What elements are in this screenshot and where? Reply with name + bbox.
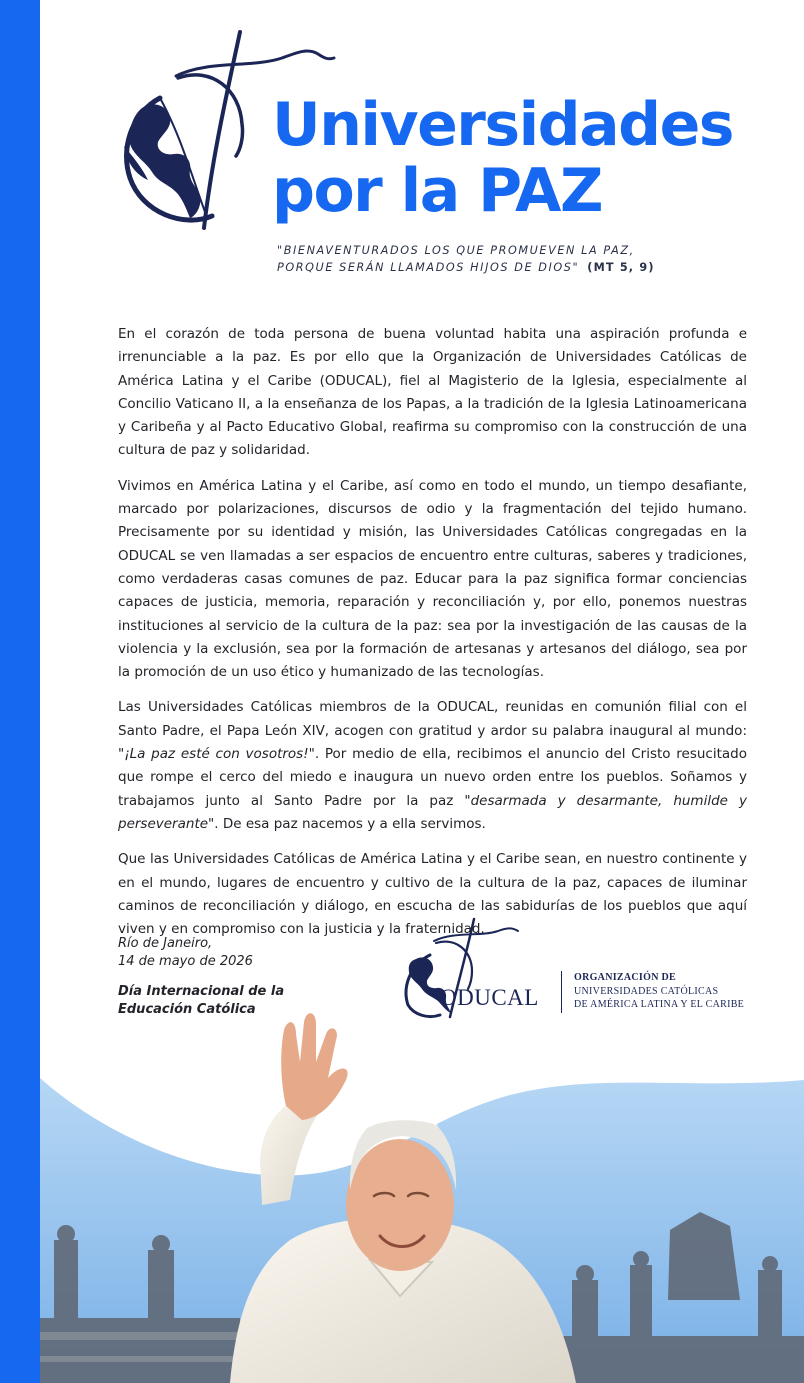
occasion-line-2: Educación Católica <box>118 1002 256 1017</box>
bible-quote <box>277 242 655 276</box>
page-title <box>272 92 733 224</box>
oducal-wordmark: ODUCAL <box>440 985 539 1010</box>
quote-line-1: "BIENAVENTURADOS LOS QUE PROMUEVEN LA PAZ, <box>277 244 635 257</box>
title-line-2: por la PAZ <box>272 156 602 226</box>
signature-date: 14 de mayo de 2026 <box>118 954 253 969</box>
quote-reference: (MT 5, 9) <box>587 261 655 274</box>
occasion-line-1: Día Internacional de la <box>118 984 285 999</box>
quote-line-2 <box>277 259 655 276</box>
paragraph-2: Vivimos en América Latina y el Caribe, así como en todo el mundo, un tiempo desafiante, marcado por polarizaciones, discursos de odio y la fragmentación del tejido humano. Precisamente por su identidad y misión, las Universidades Católicas congregadas en la ODUCAL se ven llamadas a ser espacios de encuentro entre culturas, saberes y tradiciones, como verdaderas casas comunes de paz. Educar para la paz significa formar conciencias capaces de justicia, memoria, reparación y reconciliación y, por ello, ponemos nuestras instituciones al servicio de la cultura de la paz: sea por la investigación de las causas de la violencia y la exclusión, sea por la formación de artesanas y artesanos del diálogo, sea por la promoción de un uso ético y humanizado de las tecnologías. <box>118 477 747 681</box>
paragraph-3-quote-1: "¡La paz esté con vosotros!" <box>118 746 315 763</box>
signature-place: Río de Janeiro, <box>118 936 213 951</box>
oducal-name-line-2: UNIVERSIDADES CATÓLICAS <box>574 985 719 997</box>
oducal-name-line-1: ORGANIZACIÓN DE <box>574 972 677 983</box>
paragraph-4: Que las Universidades Católicas de América Latina y el Caribe sean, en nuestro continente y en el mundo, lugares de encuentro y cultivo de la cultura de la paz, capaces de iluminar caminos de reconciliación y diálogo, en escucha de las sabidurías de los pueblos que aquí viven y en compromiso con la justicia y la fraternidad. <box>118 851 747 938</box>
paragraph-3-part-b: . Por medio de ella, recibimos el anuncio del Cristo resucitado que rompe el cerco del miedo e inaugura un nuevo orden entre los pueblos. Soñamos y trabajamos junto al Santo Padre por la paz <box>118 746 748 809</box>
paragraph-3-quote-2: "desarmada y desarmante, humilde y perseverante" <box>118 792 747 832</box>
signature-place-date <box>118 935 318 971</box>
paragraph-1: En el corazón de toda persona de buena voluntad habita una aspiración profunda e irrenunciable a la paz. Es por ello que la Organización de Universidades Católicas de América Latina y el Caribe (ODUCAL), fiel al Magisterio de la Iglesia, especialmente al Concilio Vaticano II, a la enseñanza de los Papas, a la tradición de la Iglesia Latinoamericana y Caribeña y al Pacto Educativo Global, reafirma su compromiso con la construcción de una cultura de paz y solidaridad. <box>118 326 747 459</box>
quote-line-2-text: PORQUE SERÁN LLAMADOS HIJOS DE DIOS" <box>277 261 580 274</box>
paragraph-3 <box>118 696 747 836</box>
oducal-name-line-3: DE AMÉRICA LATINA Y EL CARIBE <box>574 999 745 1010</box>
letter-body <box>118 323 747 941</box>
blue-side-bar <box>0 0 40 1383</box>
title-line-1: Universidades <box>272 90 733 160</box>
paragraph-3-part-a: Las Universidades Católicas miembros de la ODUCAL, reunidas en comunión filial con el Santo Padre, el Papa León XIV, acogen con gratitud y ardor su palabra inaugural al mundo: <box>118 699 747 739</box>
pope-waving-photo <box>40 1000 804 1383</box>
paragraph-3-part-c: . De esa paz nacemos y a ella servimos. <box>214 815 486 832</box>
